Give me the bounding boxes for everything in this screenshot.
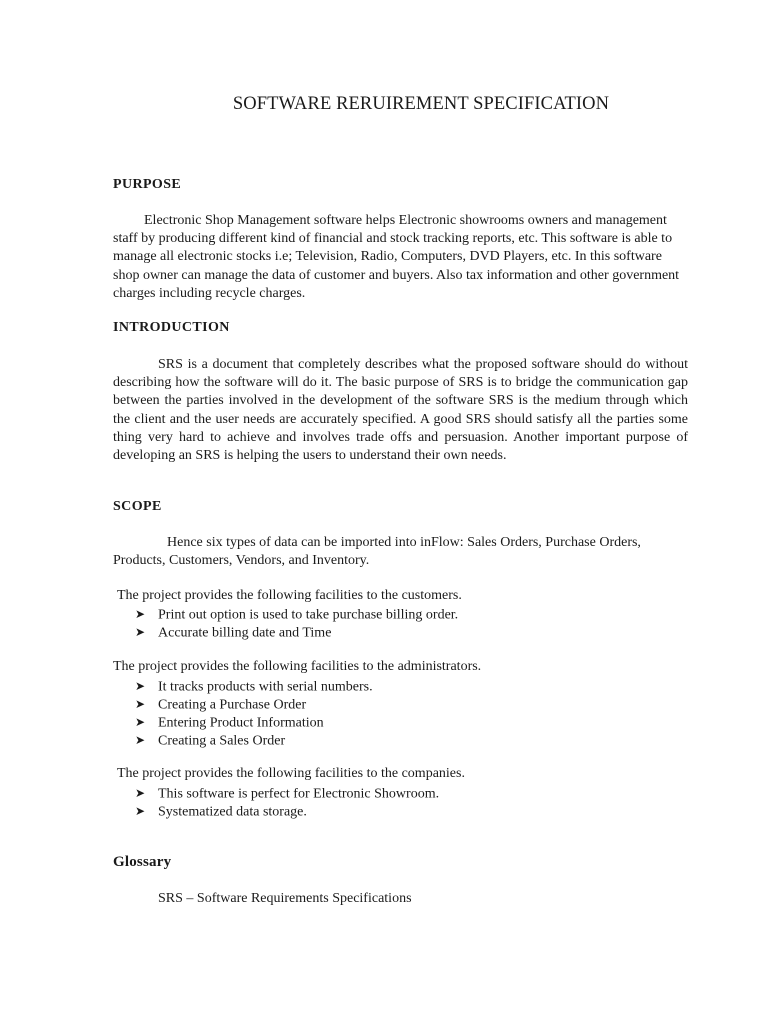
arrowhead-bullet-icon: ➤ bbox=[135, 625, 146, 639]
list-item bbox=[135, 784, 439, 802]
list-item bbox=[135, 802, 439, 820]
list-item-text: It tracks products with serial numbers. bbox=[158, 679, 373, 695]
customers-facilities-list bbox=[135, 605, 458, 641]
arrowhead-bullet-icon: ➤ bbox=[135, 715, 146, 729]
glossary-entry: SRS – Software Requirements Specifications bbox=[158, 891, 412, 906]
arrowhead-bullet-icon: ➤ bbox=[135, 804, 146, 818]
list-item bbox=[135, 731, 373, 749]
list-item-text: This software is perfect for Electronic Showroom. bbox=[158, 786, 440, 802]
companies-facilities-lead: The project provides the following facilities to the companies. bbox=[117, 766, 465, 781]
administrators-facilities-list bbox=[135, 677, 373, 749]
arrowhead-bullet-icon: ➤ bbox=[135, 733, 146, 747]
list-item-text: Entering Product Information bbox=[158, 715, 324, 731]
administrators-facilities-lead: The project provides the following facilities to the administrators. bbox=[113, 659, 482, 674]
document-title: SOFTWARE RERUIREMENT SPECIFICATION bbox=[232, 94, 610, 114]
customers-facilities-lead: The project provides the following facilities to the customers. bbox=[117, 588, 462, 603]
list-item-text: Accurate billing date and Time bbox=[158, 625, 332, 641]
introduction-paragraph: SRS is a document that completely describes what the proposed software should do without describing how the software will do it. The basic purpose of SRS is to bridge the communication gap between the parties involved in the development of the software SRS is the medium through which the client and the user needs are accurately specified. A good SRS should satisfy all the parties some thing very hard to achieve and involves trade offs and persuasion. Another important purpose of developing an SRS is helping the users to understand their own needs. bbox=[113, 357, 688, 464]
glossary-heading: Glossary bbox=[113, 854, 172, 870]
scope-paragraph: Hence six types of data can be imported into inFlow: Sales Orders, Purchase Orders, Products, Customers, Vendors, and Inventory. bbox=[113, 535, 641, 569]
list-item-text: Creating a Sales Order bbox=[158, 733, 286, 749]
list-item-text: Creating a Purchase Order bbox=[158, 697, 307, 713]
companies-facilities-list bbox=[135, 784, 439, 820]
arrowhead-bullet-icon: ➤ bbox=[135, 679, 146, 693]
list-item-text: Print out option is used to take purchase billing order. bbox=[158, 607, 459, 623]
arrowhead-bullet-icon: ➤ bbox=[135, 607, 146, 621]
purpose-heading: PURPOSE bbox=[113, 177, 182, 192]
list-item bbox=[135, 695, 373, 713]
list-item-text: Systematized data storage. bbox=[158, 804, 307, 820]
list-item bbox=[135, 677, 373, 695]
list-item bbox=[135, 713, 373, 731]
arrowhead-bullet-icon: ➤ bbox=[135, 697, 146, 711]
list-item bbox=[135, 605, 458, 623]
introduction-heading: INTRODUCTION bbox=[113, 320, 230, 335]
purpose-paragraph: Electronic Shop Management software helps Electronic showrooms owners and management staff by producing different kind of financial and stock tracking reports, etc. This software is able to manage all electronic stocks i.e; Television, Radio, Computers, DVD Players, etc. In this software shop owner can manage the data of customer and buyers. Also tax information and other government charges including recycle charges. bbox=[113, 213, 680, 301]
scope-heading: SCOPE bbox=[113, 499, 162, 514]
arrowhead-bullet-icon: ➤ bbox=[135, 786, 146, 800]
list-item bbox=[135, 623, 458, 641]
